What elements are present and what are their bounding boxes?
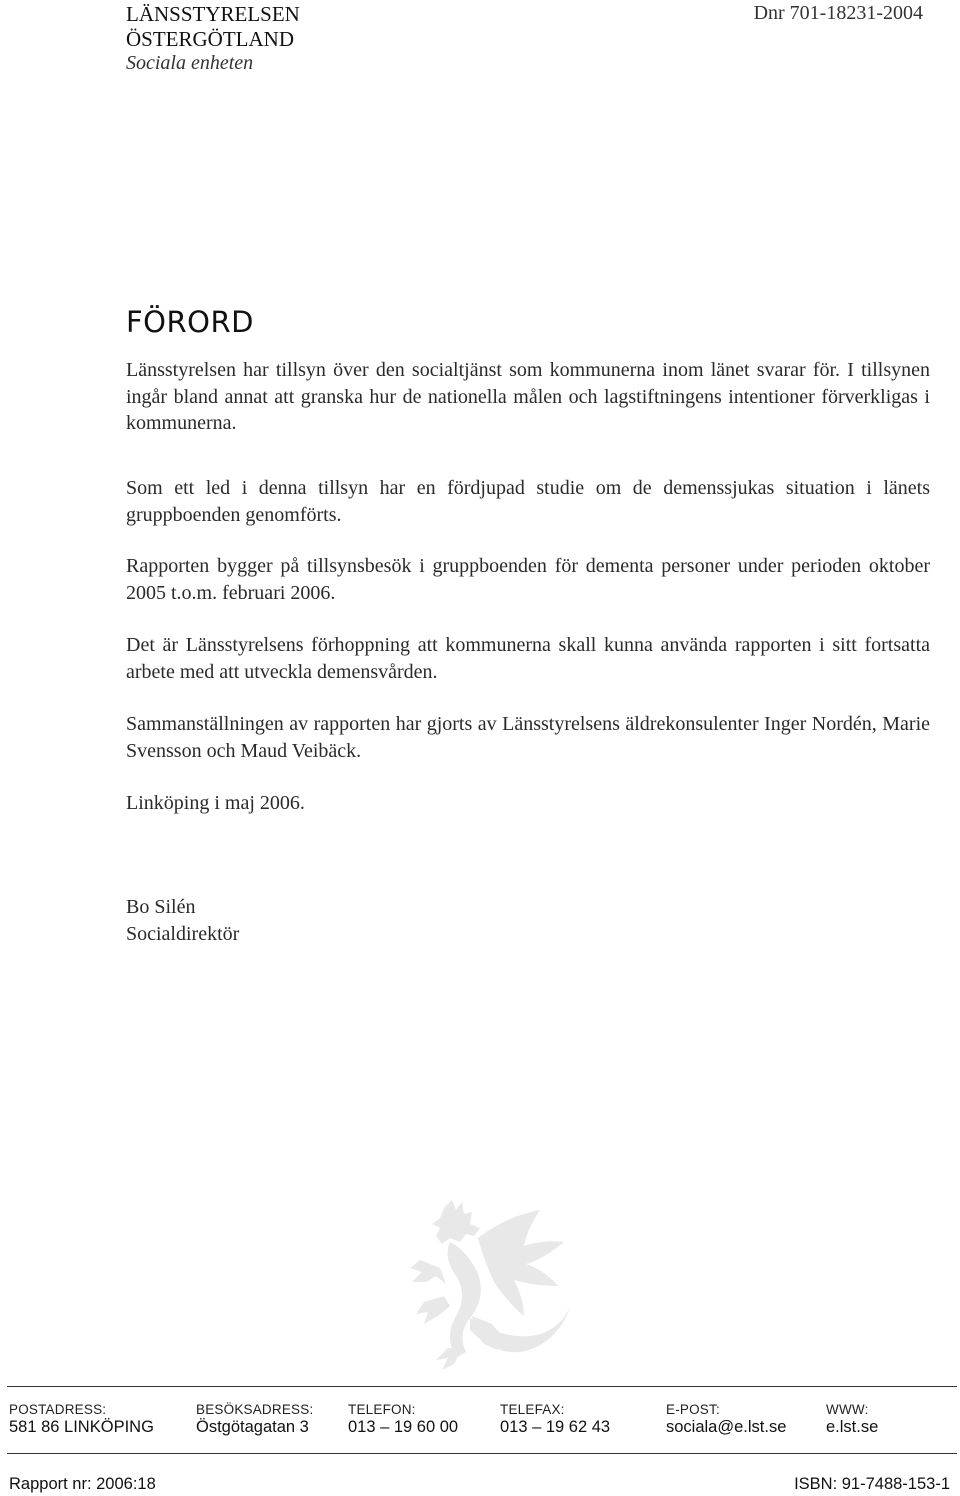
org-name-line2: ÖSTERGÖTLAND [126,27,294,51]
signature-name: Bo Silén [126,896,196,918]
griffin-emblem-icon [400,1198,576,1376]
footer-fax-label: TELEFAX: [500,1402,565,1417]
footer-top-rule [7,1386,957,1387]
paragraph-1: Länsstyrelsen har tillsyn över den socialtjänst som kommunerna inom länet svarar för. I tillsynen ingår bland annat att granska hur de nationella målen och lagstiftningens intentioner förverkligas i kommunerna. [126,359,930,434]
paragraph-2: Som ett led i denna tillsyn har en fördjupad studie om de demenssjukas situation i länets gruppboenden genomförts. [126,477,930,526]
footer-www-label: WWW: [826,1402,869,1417]
paragraph-5: Sammanställningen av rapporten har gjorts av Länsstyrelsens äldrekonsulenter Inger Nordén, Marie Svensson och Maud Veibäck. [126,713,930,762]
footer-phone-label: TELEFON: [348,1402,416,1417]
footer-email-value: sociala@e.lst.se [666,1418,787,1436]
footer-visit-value: Östgötagatan 3 [196,1418,309,1436]
report-number: Rapport nr: 2006:18 [9,1475,156,1493]
org-unit: Sociala enheten [126,52,254,74]
paragraph-3: Rapporten bygger på tillsynsbesök i gruppboenden för dementa personer under perioden oktober 2005 t.o.m. februari 2006. [126,555,930,604]
place-date: Linköping i maj 2006. [126,792,305,814]
org-name-line1: LÄNSSTYRELSEN [126,2,300,26]
footer-postal-value: 581 86 LINKÖPING [9,1418,154,1436]
footer-visit-label: BESÖKSADRESS: [196,1402,314,1417]
document-number: Dnr 701-18231-2004 [753,2,923,24]
footer-email-label: E-POST: [666,1402,720,1417]
isbn: ISBN: 91-7488-153-1 [794,1475,950,1493]
page-title: FÖRORD [126,305,254,339]
footer-postal-label: POSTADRESS: [9,1402,107,1417]
footer-www-value: e.lst.se [826,1418,879,1436]
paragraph-4: Det är Länsstyrelsens förhoppning att kommunerna skall kunna använda rapporten i sitt fortsatta arbete med att utveckla demensvården. [126,634,930,683]
signature-role: Socialdirektör [126,923,240,945]
footer-fax-value: 013 – 19 62 43 [500,1418,611,1436]
footer-phone-value: 013 – 19 60 00 [348,1418,459,1436]
footer-middle-rule [7,1453,957,1454]
